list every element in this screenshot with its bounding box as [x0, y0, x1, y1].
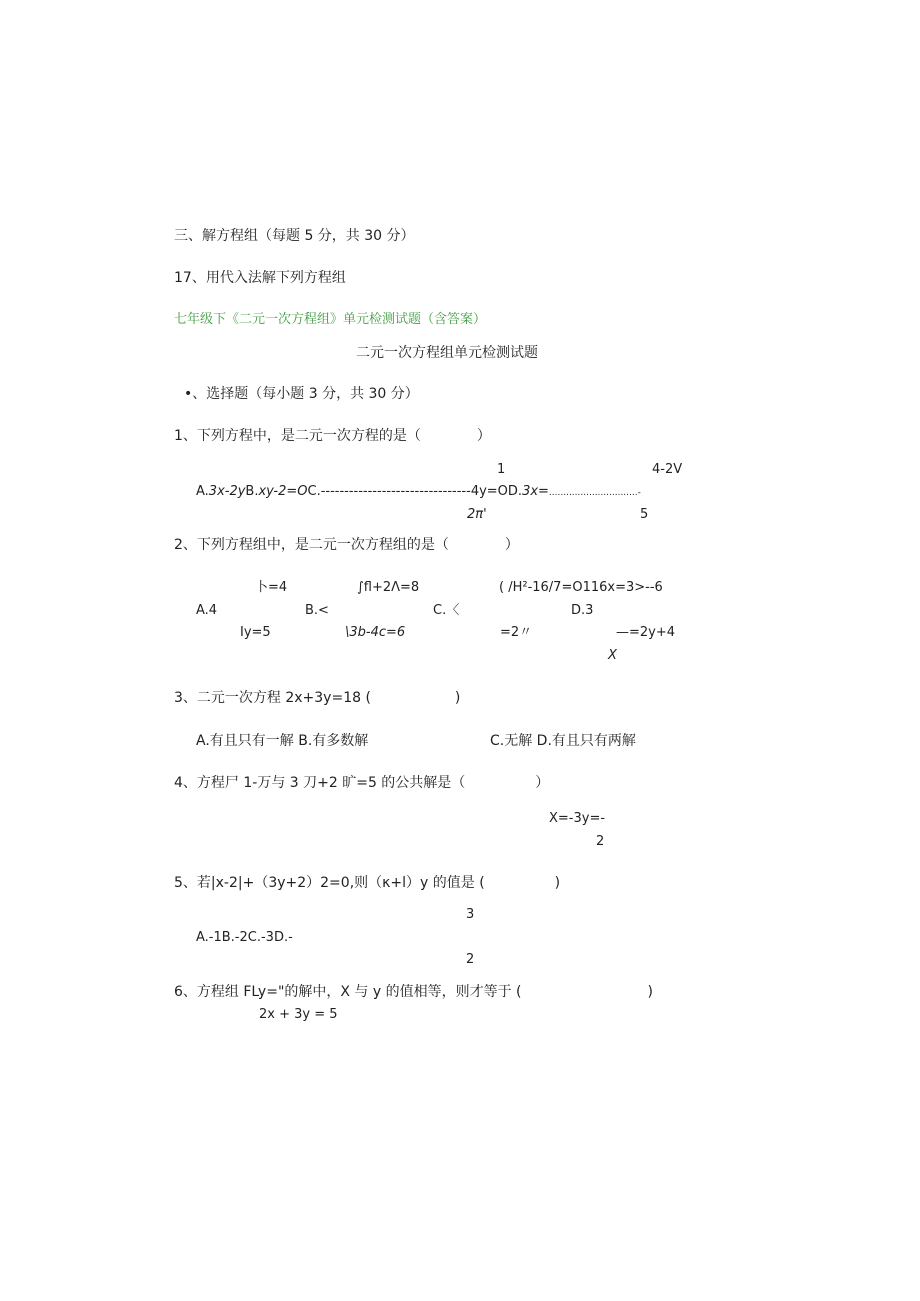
part1-heading: •、选择题（每小题 3 分，共 30 分）: [184, 386, 419, 402]
q6-line2: 2x + 3y = 5: [259, 1007, 338, 1022]
q2-option-c: C.〈: [433, 603, 460, 618]
q1-option-b-expr: xy-2=O: [258, 484, 308, 499]
q4-answer-line1: X=-3y=-: [549, 811, 606, 826]
q2-line1-a: 卜=4: [255, 580, 288, 595]
q1-option-b-label: B.: [245, 484, 259, 499]
q2-line1-c: ( /H²-16/7=O116x=3>--6: [499, 580, 663, 595]
q1-fraction-bottom-2: 5: [640, 507, 649, 522]
q1-fraction-bottom-1: 2π': [467, 507, 487, 522]
question-1-stem: 1、下列方程中，是二元一次方程的是（ ）: [174, 428, 491, 444]
q1-option-a-label: A.: [196, 484, 209, 499]
q5-fraction-top: 3: [466, 907, 475, 922]
question-2-stem: 2、下列方程组中，是二元一次方程组的是（ ）: [174, 537, 519, 553]
q1-option-c-label: C.--------------------------------4y=OD.: [307, 484, 523, 499]
q2-line3-b: \3b-4c=6: [345, 625, 406, 640]
q2-line3-d: —=2y+4: [616, 625, 676, 640]
q1-option-d-expr: 3x=: [522, 484, 549, 499]
document-title: 二元一次方程组单元检测试题: [356, 345, 538, 361]
question-5-stem: 5、若|x-2|+（3y+2）2=0,则（κ+l）y 的值是 ( ): [174, 875, 561, 891]
q1-fraction-top-1: 1: [497, 462, 506, 477]
q2-option-a: A.4: [196, 603, 218, 618]
q1-option-dots: ...............................-: [548, 488, 641, 498]
q1-option-a-expr: 3x-2y: [208, 484, 246, 499]
q4-answer-line2: 2: [596, 834, 605, 849]
q2-line3-c: =2〃: [500, 625, 533, 640]
document-header: 七年级下《二元一次方程组》单元检测试题（含答案）: [174, 312, 487, 327]
q2-option-b: B.<: [305, 603, 329, 618]
q3-options-right: C.无解 D.有且只有两解: [490, 733, 636, 749]
q2-line3-a: Iy=5: [240, 625, 271, 640]
q2-line1-b: ∫fl+2Λ=8: [357, 580, 420, 595]
q1-options: [196, 483, 641, 502]
question-3-stem: 3、二元一次方程 2x+3y=18 ( ): [174, 690, 461, 706]
question-6-stem: 6、方程组 FLy="的解中，X 与 y 的值相等，则才等于 ( ): [174, 984, 653, 1000]
q1-fraction-top-2: 4-2V: [652, 462, 683, 477]
q3-options-left: A.有且只有一解 B.有多数解: [196, 733, 369, 749]
q5-options: A.-1B.-2C.-3D.-: [196, 930, 293, 945]
section-heading: 三、解方程组（每题 5 分，共 30 分）: [174, 228, 415, 244]
question-4-stem: 4、方程尸 1-万与 3 刀+2 旷=5 的公共解是（ ）: [174, 775, 550, 791]
q2-line4-d: X: [608, 648, 617, 663]
q5-fraction-bottom: 2: [466, 952, 475, 967]
question-17: 17、用代入法解下列方程组: [174, 270, 346, 286]
q2-option-d: D.3: [571, 603, 594, 618]
